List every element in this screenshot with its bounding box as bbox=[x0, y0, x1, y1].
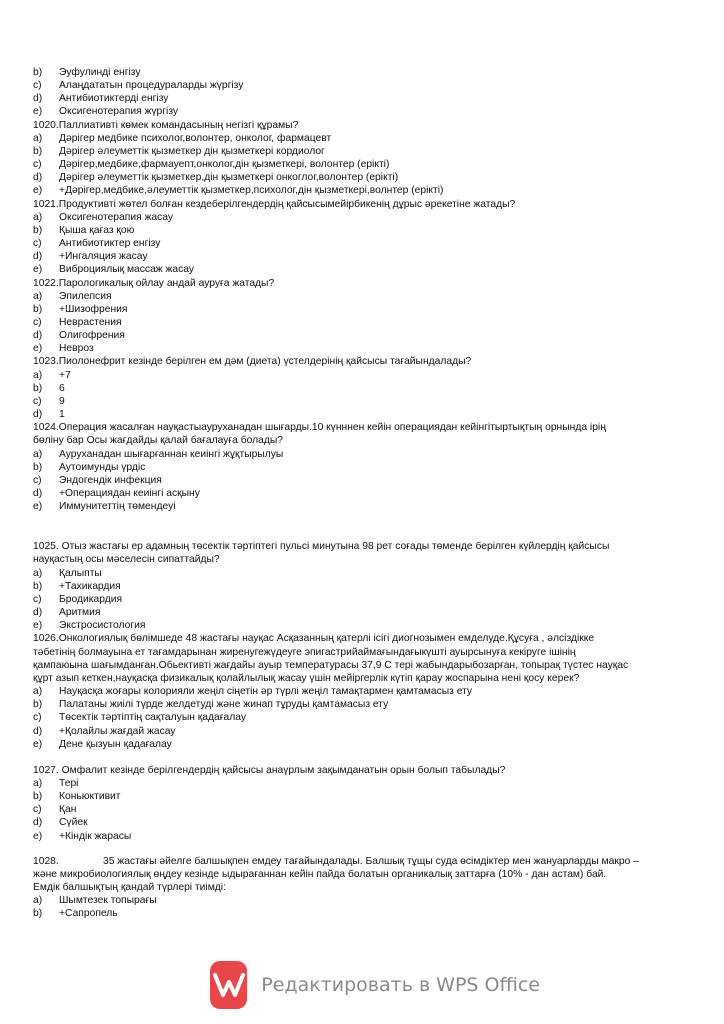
option bbox=[33, 382, 673, 395]
option bbox=[33, 448, 673, 461]
option-text: +Қолайлы жағдай жасау bbox=[59, 725, 176, 737]
option-text: Төсектік тәртіптің сақталуын қадағалау bbox=[59, 712, 246, 724]
option-text: +Шизофрения bbox=[59, 303, 128, 315]
wps-logo-icon bbox=[210, 961, 247, 1009]
option bbox=[33, 158, 673, 171]
option bbox=[33, 487, 673, 500]
option-text: Неврастения bbox=[59, 316, 122, 328]
option bbox=[33, 567, 673, 580]
question-block-1024 bbox=[33, 421, 673, 513]
question-text: Емдік балшықтың қандай түрлері тиімді: bbox=[33, 882, 226, 894]
option-text: Дәрігер медбике психолог,волонтер, онколог, фармацевт bbox=[59, 132, 332, 144]
option bbox=[33, 907, 673, 920]
option bbox=[33, 894, 673, 907]
option bbox=[33, 184, 673, 197]
question-text: бөліну бар Осы жағдайды қалай бағалауға болады? bbox=[33, 435, 283, 447]
question-text: құрт азып кеткен,науқасқа физикалық қолайлылық жасау үшін мейіргерлік күтіп қарау жоспарына нені қосу керек? bbox=[33, 672, 580, 684]
option-text: Дәрігер әлеуметтік қызметкер,дін қызметкері онкоглог,волонтер (ерікті) bbox=[59, 172, 399, 184]
option-label: b) bbox=[33, 461, 43, 473]
option bbox=[33, 408, 673, 421]
option bbox=[33, 777, 673, 790]
option-text: Бродикардия bbox=[59, 593, 123, 605]
question-block bbox=[33, 66, 673, 119]
option bbox=[33, 461, 673, 474]
question-text: 1022.Парологикалық ойлау андай ауруға жатады? bbox=[33, 277, 275, 289]
question-block-1022 bbox=[33, 277, 673, 356]
option-label: d) bbox=[33, 251, 43, 263]
question-block-1028 bbox=[33, 855, 673, 921]
option bbox=[33, 66, 673, 79]
option bbox=[33, 92, 673, 105]
option bbox=[33, 803, 673, 816]
option-label: b) bbox=[33, 580, 43, 592]
option-text: Эпилепсия bbox=[59, 290, 112, 302]
option bbox=[33, 211, 673, 224]
option bbox=[33, 250, 673, 263]
option-text: Науқасқа жоғары колорияли жеңіл сіңетін әр түрлі жеңіл тамақтармен қамтамасыз ету bbox=[59, 686, 473, 698]
option-text: Оксигенотерапия жүргізу bbox=[59, 106, 179, 118]
question-text: және микробиологиялық өңдеу кезінде ыдырағаннан кейін пайда болатын органикалық заттарға (10% - дан астам) бай. bbox=[33, 868, 607, 880]
option bbox=[33, 145, 673, 158]
option-label: a) bbox=[33, 369, 43, 381]
option-text: Дәрігер әлеуметтік қызметкер дін қызметкері кордиолог bbox=[59, 145, 325, 157]
question-text: 1027. Омфалит кезінде берілгендердің қайсысы анаүрлым зақымданатын орын болып табылады? bbox=[33, 764, 506, 776]
option-label: c) bbox=[33, 316, 42, 328]
option-label: b) bbox=[33, 145, 43, 157]
option-text: +7 bbox=[59, 369, 71, 381]
question-text: 1021.Продуктивті жөтел болған кездеберілгендердің қайсысымейірбикенің дұрыс әрекетіне жатады? bbox=[33, 198, 516, 210]
option-text: Оксигенотерапия жасау bbox=[59, 211, 174, 223]
question-text: 1025. Отыз жастағы ер адамның төсектік тәртіптегі пульсі минутына 98 рет соғады төменде берілген күйлердің қайсысы bbox=[33, 541, 610, 553]
option-text: +Кіндік жарасы bbox=[59, 830, 132, 842]
wps-edit-label: Редактировать в WPS Office bbox=[261, 974, 540, 996]
option-label: b) bbox=[33, 67, 43, 78]
option-label: a) bbox=[33, 290, 43, 302]
option bbox=[33, 79, 673, 92]
option-label: e) bbox=[33, 106, 43, 118]
option-text: +Тахикардия bbox=[59, 580, 121, 592]
option-label: d) bbox=[33, 172, 43, 184]
wps-logo-glyph bbox=[212, 970, 246, 1000]
option-label: b) bbox=[33, 791, 43, 803]
question-text: 1020.Паллиативті көмек командасының негізгі құрамы? bbox=[33, 119, 299, 131]
option-label: a) bbox=[33, 777, 43, 789]
option bbox=[33, 580, 673, 593]
option bbox=[33, 132, 673, 145]
option bbox=[33, 816, 673, 829]
question-text-first-line: 35 жастағы әйелге балшықпен емдеу тағайындалады. Балшық тұщы суда өсімдіктер мен жануарларды макро – bbox=[103, 855, 639, 867]
option-text: +Ингаляция жасау bbox=[59, 251, 148, 263]
spacer bbox=[33, 751, 673, 764]
option-text: Дәрігер,медбике,фармауепт,онколог,дін қызметкері, волонтер (ерікті) bbox=[59, 159, 390, 171]
option-text: Невроз bbox=[59, 343, 94, 355]
question-block-1023 bbox=[33, 355, 673, 421]
option-text: Қан bbox=[59, 804, 77, 816]
option bbox=[33, 395, 673, 408]
option bbox=[33, 263, 673, 276]
option-label: e) bbox=[33, 620, 43, 632]
option-label: c) bbox=[33, 395, 42, 407]
option-text: 1 bbox=[59, 409, 65, 421]
option bbox=[33, 593, 673, 606]
question-text: 1026.Онкологиялық бөлімшеде 48 жастағы науқас Асқазанның қатерлі ісігі диогнозымен емделуде.Құсуға , әлсіздікке bbox=[33, 633, 595, 645]
option bbox=[33, 725, 673, 738]
option-text: Эуфулинді енгізу bbox=[59, 67, 141, 78]
question-text: қампаюына шағымданған.Обьективті жағдайы ауыр температурасы 37,9 С тері жабындарыбозарған, топырақ түстес науқас bbox=[33, 659, 629, 671]
option-label: a) bbox=[33, 211, 43, 223]
option-text: 9 bbox=[59, 395, 65, 407]
option-label: a) bbox=[33, 686, 43, 698]
option-label: b) bbox=[33, 908, 43, 920]
option-text: +Сапропель bbox=[59, 908, 118, 920]
option-label: d) bbox=[33, 93, 43, 105]
option-label: b) bbox=[33, 699, 43, 711]
option-text: Алаңдататын процедураларды жүргізу bbox=[59, 80, 244, 92]
spacer bbox=[33, 843, 673, 855]
option-label: d) bbox=[33, 488, 43, 499]
question-block-1021 bbox=[33, 198, 673, 277]
option-text: +Дәрігер,медбике,әлеуметтік қызметкер,психолог,дін қызметкері,волнтер (ерікті) bbox=[59, 185, 444, 197]
option bbox=[33, 369, 673, 382]
question-text bbox=[33, 855, 673, 868]
option-label: c) bbox=[33, 159, 42, 171]
option bbox=[33, 316, 673, 329]
option-text: Экстросистология bbox=[59, 620, 146, 632]
question-block-1027 bbox=[33, 764, 673, 843]
option-label: c) bbox=[33, 804, 42, 816]
question-text: 1024.Операция жасалған науқастыауруханадан шығарды.10 күнннен кейін операциядан кейінгітыртықтың орнында ірің bbox=[33, 422, 606, 434]
option bbox=[33, 237, 673, 250]
option-label: e) bbox=[33, 738, 43, 750]
wps-edit-button[interactable] bbox=[210, 960, 540, 1010]
option-text: Аритмия bbox=[59, 607, 101, 619]
question-text: 1023.Пиолонефрит кезінде берілген ем дәм (диета) үстелдерінің қайсысы тағайындалады? bbox=[33, 356, 472, 368]
option bbox=[33, 500, 673, 513]
option bbox=[33, 698, 673, 711]
option-label: a) bbox=[33, 895, 43, 907]
option-label: a) bbox=[33, 132, 43, 144]
option-label: c) bbox=[33, 80, 42, 92]
option bbox=[33, 342, 673, 355]
question-text: тәбетінің болмауына ет тағамдарынан жиренугежүдеуге эпигастрийаймағындағыкүшті ауырсынуға кекіруге ішінің bbox=[33, 646, 576, 658]
option-text: Коньюктивит bbox=[59, 791, 121, 803]
option-text: Қыша қағаз қою bbox=[59, 224, 135, 236]
option-label: d) bbox=[33, 330, 43, 342]
option-label: b) bbox=[33, 224, 43, 236]
option-label: e) bbox=[33, 830, 43, 842]
option-text: Дене қызуын қадағалау bbox=[59, 738, 172, 750]
option-label: c) bbox=[33, 712, 42, 724]
option-text: Шымтезек топырағы bbox=[59, 895, 157, 907]
option bbox=[33, 303, 673, 316]
option-label: c) bbox=[33, 593, 42, 605]
option bbox=[33, 290, 673, 303]
option-text: Ауруханадан шығарғаннан кеиінгі жұқтырылуы bbox=[59, 448, 284, 460]
question-block-1026 bbox=[33, 632, 673, 750]
option-text: Қалыпты bbox=[59, 567, 102, 579]
option-label: e) bbox=[33, 185, 43, 197]
question-block-1025 bbox=[33, 540, 673, 632]
option-label: c) bbox=[33, 474, 42, 486]
option-text: Аутоимунды үрдіс bbox=[59, 461, 146, 473]
question-block-1020 bbox=[33, 119, 673, 198]
option-text: Иммунитеттің төмендеуі bbox=[59, 501, 176, 513]
option bbox=[33, 738, 673, 751]
option bbox=[33, 790, 673, 803]
option-text: Антибиотиктерді енгізу bbox=[59, 93, 169, 105]
question-number: 1028. bbox=[33, 855, 59, 867]
option bbox=[33, 105, 673, 118]
option-label: b) bbox=[33, 303, 43, 315]
question-text: науқастың осы мәселесін сипаттайды? bbox=[33, 554, 220, 566]
document-page bbox=[33, 66, 673, 921]
option-text: +Операциядан кеиінгі асқыну bbox=[59, 488, 200, 499]
option-text: Антибиотиктер енгізу bbox=[59, 238, 161, 250]
option-label: a) bbox=[33, 567, 43, 579]
option bbox=[33, 171, 673, 184]
option bbox=[33, 606, 673, 619]
option-text: 6 bbox=[59, 382, 65, 394]
option bbox=[33, 474, 673, 487]
option-label: e) bbox=[33, 501, 43, 513]
option-label: a) bbox=[33, 448, 43, 460]
option-text: Сүйек bbox=[59, 817, 88, 829]
spacer bbox=[33, 513, 673, 540]
option bbox=[33, 711, 673, 724]
option bbox=[33, 329, 673, 342]
option-label: d) bbox=[33, 607, 43, 619]
option-label: e) bbox=[33, 343, 43, 355]
option-text: Эндогендік инфекция bbox=[59, 474, 162, 486]
option bbox=[33, 619, 673, 632]
option-text: Палатаны жиілі түрде желдетуді және жинап тұруды қамтамасыз ету bbox=[59, 699, 389, 711]
option-label: e) bbox=[33, 264, 43, 276]
option-label: c) bbox=[33, 238, 42, 250]
option-text: Виброциялық массаж жасау bbox=[59, 264, 195, 276]
option bbox=[33, 224, 673, 237]
option-label: b) bbox=[33, 382, 43, 394]
option bbox=[33, 830, 673, 843]
option-label: d) bbox=[33, 817, 43, 829]
option-label: d) bbox=[33, 725, 43, 737]
option-text: Тері bbox=[59, 777, 79, 789]
option-label: d) bbox=[33, 409, 43, 421]
option bbox=[33, 685, 673, 698]
option-text: Олигофрения bbox=[59, 330, 125, 342]
